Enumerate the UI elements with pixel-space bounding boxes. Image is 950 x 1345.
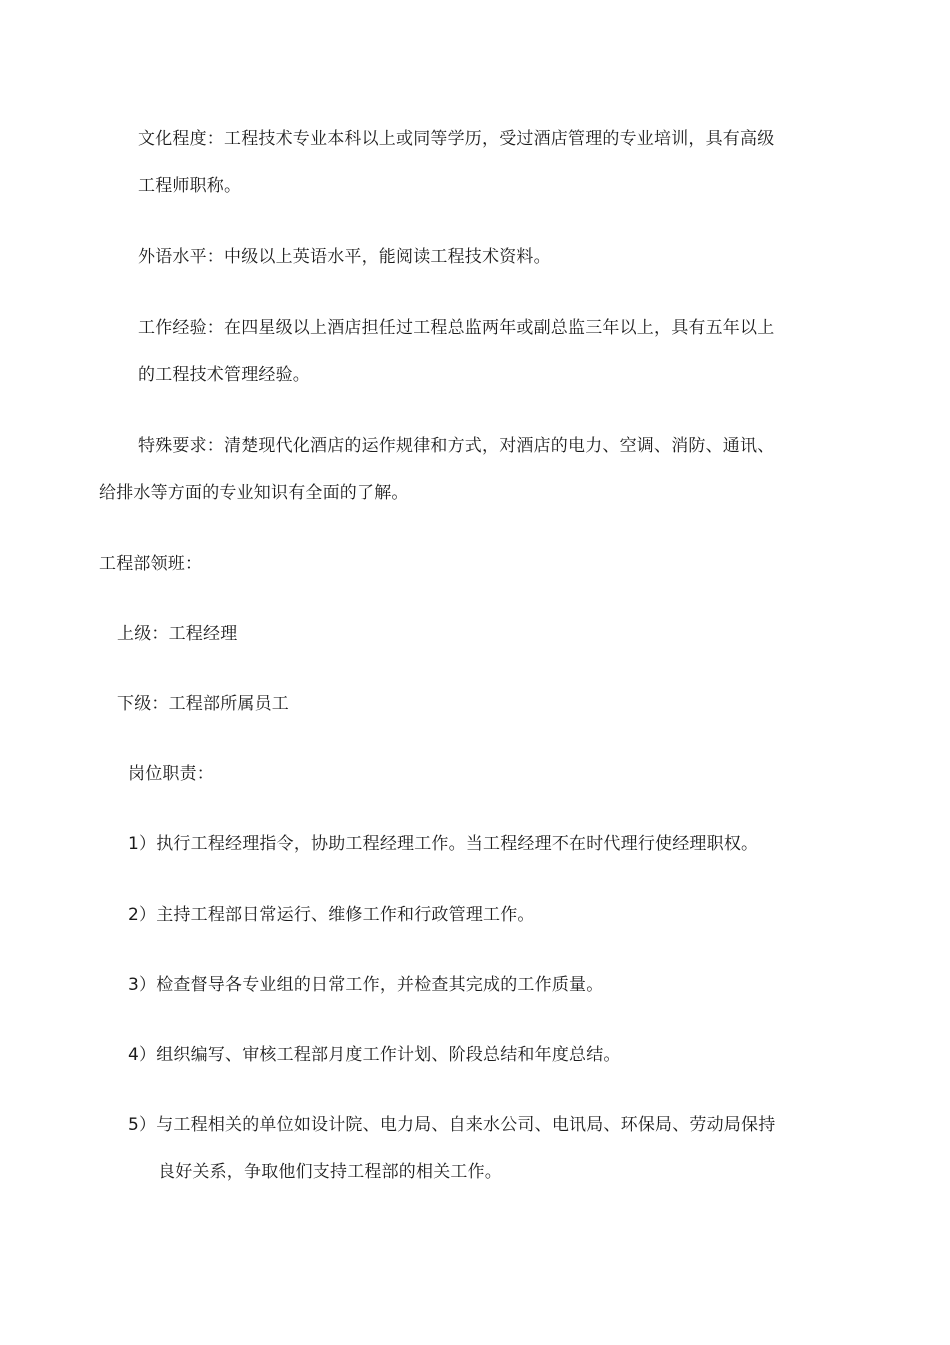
experience-requirement-line2: 的工程技术管理经验。 [138, 365, 310, 385]
duty-item: 1）执行工程经理指令，协助工程经理工作。当工程经理不在时代理行使经理职权。 [128, 834, 759, 854]
education-requirement-line2: 工程师职称。 [138, 176, 242, 196]
duty-item: 2）主持工程部日常运行、维修工作和行政管理工作。 [128, 905, 535, 925]
duty-item: 4）组织编写、审核工程部月度工作计划、阶段总结和年度总结。 [128, 1045, 621, 1065]
subordinate-line: 下级：工程部所属员工 [117, 694, 289, 714]
special-requirement-line2: 给排水等方面的专业知识有全面的了解。 [99, 483, 409, 503]
duties-heading: 岗位职责： [128, 764, 214, 784]
position-title: 工程部领班： [99, 554, 203, 574]
education-requirement-line1: 文化程度：工程技术专业本科以上或同等学历，受过酒店管理的专业培训，具有高级 [138, 129, 775, 149]
superior-line: 上级：工程经理 [117, 624, 238, 644]
duty-item-continuation: 良好关系，争取他们支持工程部的相关工作。 [158, 1162, 502, 1182]
duty-item: 3）检查督导各专业组的日常工作，并检查其完成的工作质量。 [128, 975, 604, 995]
language-requirement: 外语水平：中级以上英语水平，能阅读工程技术资料。 [138, 247, 551, 267]
experience-requirement-line1: 工作经验：在四星级以上酒店担任过工程总监两年或副总监三年以上，具有五年以上 [138, 318, 775, 338]
special-requirement-line1: 特殊要求：清楚现代化酒店的运作规律和方式，对酒店的电力、空调、消防、通讯、 [138, 436, 775, 456]
duty-item: 5）与工程相关的单位如设计院、电力局、自来水公司、电讯局、环保局、劳动局保持 [128, 1115, 776, 1135]
